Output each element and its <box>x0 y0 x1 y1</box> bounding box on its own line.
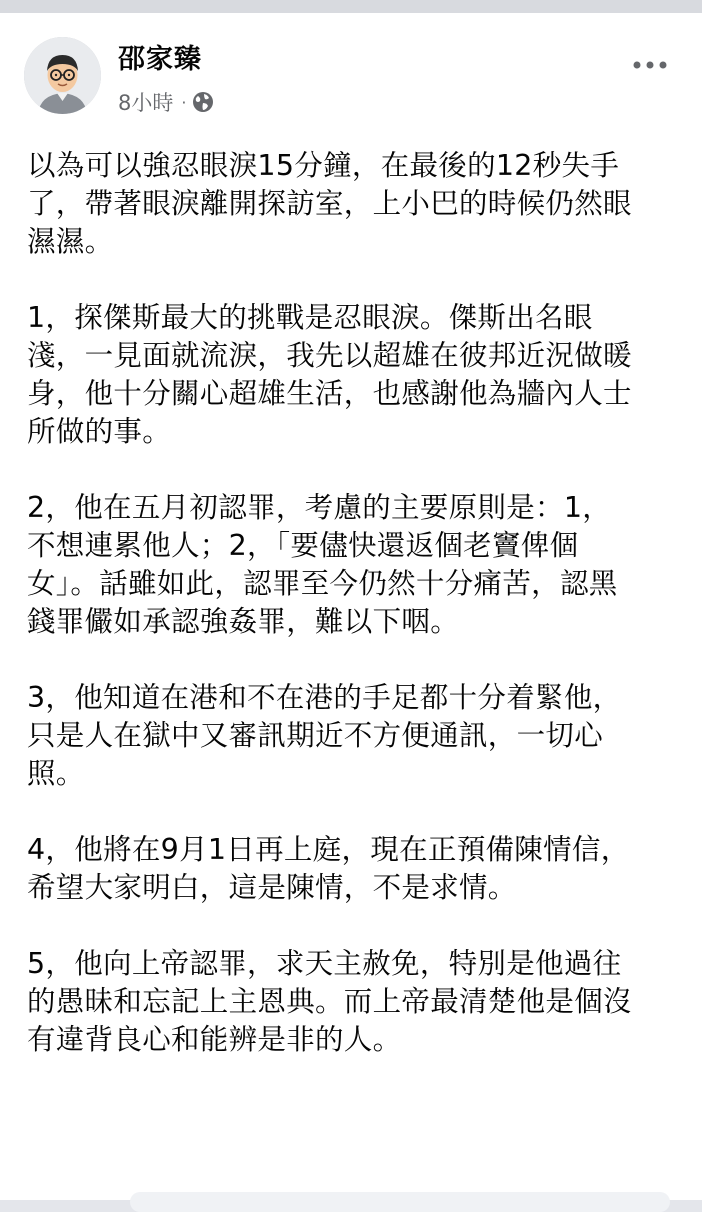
top-strip <box>0 0 702 13</box>
post-card <box>0 13 702 1200</box>
post-paragraph: 2，他在五月初認罪，考慮的主要原則是：1， 不想連累他人；2，「要儘快還返個老竇俾個 女」。話雖如此，認罪至今仍然十分痛苦，認黑 錢罪儼如承認強姦罪，難以下咽。 <box>27 491 618 638</box>
avatar-cartoon-icon <box>24 37 101 114</box>
more-dots-icon <box>630 60 670 70</box>
post-paragraph: 1，探傑斯最大的挑戰是忍眼淚。傑斯出名眼 淺，一見面就流淚，我先以超雄在彼邦近況做暖 身，他十分關心超雄生活，也感謝他為牆內人士 所做的事。 <box>27 301 632 448</box>
comment-bar-edge <box>130 1192 670 1212</box>
more-options-button[interactable] <box>628 49 672 81</box>
post-paragraph: 3，他知道在港和不在港的手足都十分着緊他， 只是人在獄中又審訊期近不方便通訊，一切心 照。 <box>27 681 622 790</box>
globe-icon[interactable] <box>192 91 214 113</box>
post-paragraph: 以為可以強忍眼淚15分鐘，在最後的12秒失手 了，帶著眼淚離開探訪室，上小巴的時候仍然眼 濕濕。 <box>27 149 632 258</box>
post-paragraph: 4，他將在9月1日再上庭，現在正預備陳情信， 希望大家明白，這是陳情，不是求情。 <box>27 833 630 904</box>
bottom-bar <box>0 1180 702 1200</box>
post-meta <box>118 87 214 117</box>
post-time[interactable]: 8小時 <box>118 91 174 115</box>
post-paragraph: 5，他向上帝認罪，求天主赦免，特別是他過往 的愚昧和忘記上主恩典。而上帝最清楚他是個沒 有違背良心和能辨是非的人。 <box>27 947 632 1056</box>
author-name[interactable]: 邵家臻 <box>118 44 202 75</box>
post-body <box>27 147 687 1097</box>
meta-separator: · <box>181 92 187 112</box>
author-avatar[interactable] <box>24 37 101 114</box>
